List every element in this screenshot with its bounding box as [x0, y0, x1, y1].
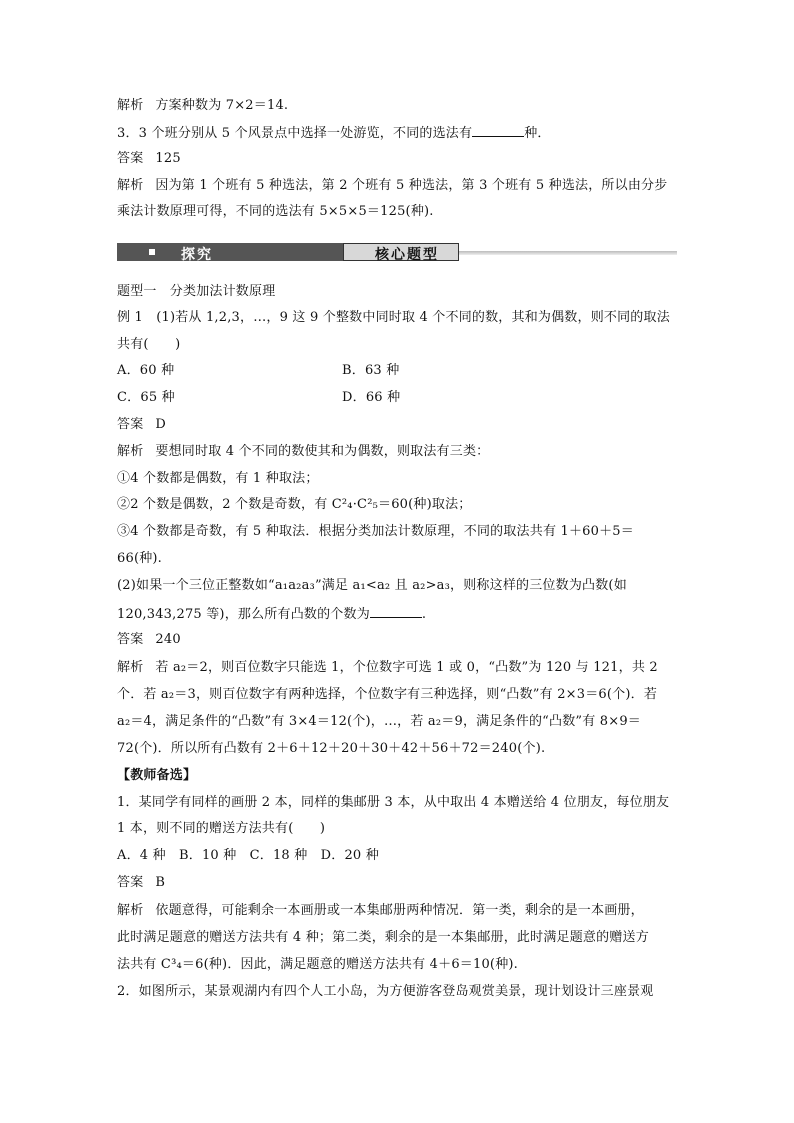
text-line: ③4 个数都是奇数，有 5 种取法．根据分类加法计数原理，不同的取法共有 1＋60＋5＝ [117, 524, 634, 539]
option-c: C．65 种 [117, 390, 175, 405]
answer-blank [472, 124, 524, 137]
analysis-label: 解析 [117, 660, 144, 675]
banner-square-icon [149, 249, 155, 255]
text-line: 个．若 a₂＝3，则百位数字有两种选择，个位数字有三种选择，则“凸数”有 2×3＝6(个)．若 [117, 687, 658, 702]
question-line [117, 605, 426, 623]
answer-line [117, 632, 181, 648]
answer-text: B [155, 875, 166, 890]
banner-rule [459, 251, 677, 255]
text-line: 此时满足题意的赠送方法共有 4 种；第二类，剩余的是一本集邮册，此时满足题意的赠送方 [117, 930, 649, 945]
analysis-label: 解析 [117, 903, 144, 918]
analysis-line [117, 903, 644, 919]
section-heading: 题型一 分类加法计数原理 [117, 284, 276, 299]
section-banner [117, 243, 677, 263]
options-row [117, 390, 175, 406]
text-line: 乘法计数原理可得，不同的选法有 5×5×5＝125(种). [117, 204, 434, 219]
option-b: B．63 种 [342, 363, 400, 378]
options-row: A．4 种 B．10 种 C．18 种 D．20 种 [117, 848, 379, 863]
banner-subtitle: 核心题型 [375, 247, 439, 263]
analysis-text: 方案种数为 7×2＝14. [155, 98, 289, 113]
question-text: 3．3 个班分别从 5 个风景点中选择一处游览，不同的选法有 [117, 126, 473, 141]
analysis-label: 解析 [117, 444, 144, 459]
text-line: 1 本，则不同的赠送方法共有( ) [117, 821, 326, 836]
text-line: 1．某同学有同样的画册 2 本，同样的集邮册 3 本，从中取出 4 本赠送给 4 位朋友，每位朋友 [117, 795, 670, 810]
banner-title: 探究 [181, 247, 213, 263]
text-line: a₂＝4，满足条件的“凸数”有 3×4＝12(个)，…，若 a₂＝9，满足条件的“凸数”有 8×9＝ [117, 714, 642, 729]
text-line: (2)如果一个三位正整数如“a₁a₂a₃”满足 a₁<a₂ 且 a₂>a₃，则称这样的三位数为凸数(如 [117, 578, 627, 593]
text-line: 法共有 C³₄＝6(种)．因此，满足题意的赠送方法共有 4＋6＝10(种). [117, 957, 519, 972]
text-line: 72(个)．所以所有凸数有 2＋6＋12＋20＋30＋42＋56＋72＝240(个). [117, 741, 546, 756]
answer-text: D [155, 417, 167, 432]
question-text-end: . [421, 607, 427, 622]
answer-line [117, 151, 181, 167]
analysis-label: 解析 [117, 98, 144, 113]
text-line: ②2 个数是偶数，2 个数是奇数，有 C²₄·C²₅＝60(种)取法； [117, 497, 472, 512]
options-row [117, 363, 174, 379]
question-text: 120,343,275 等)，那么所有凸数的个数为 [117, 607, 370, 622]
analysis-line [117, 444, 489, 460]
options-row-right [342, 363, 399, 379]
text-line: 66(种). [117, 551, 163, 566]
text-line: 2．如图所示，某景观湖内有四个人工小岛，为方便游客登岛观赏美景，现计划设计三座景观 [117, 984, 654, 999]
analysis-text: 要想同时取 4 个不同的数使其和为偶数，则取法有三类： [155, 444, 490, 459]
analysis-line [117, 98, 288, 114]
example-1-line: 例 1 (1)若从 1,2,3，…，9 这 9 个整数中同时取 4 个不同的数，其和为偶数，则不同的取法 [117, 310, 670, 325]
analysis-line [117, 660, 658, 676]
option-d: D．66 种 [342, 390, 401, 405]
answer-line [117, 417, 166, 433]
analysis-text: 因为第 1 个班有 5 种选法，第 2 个班有 5 种选法，第 3 个班有 5 种选法，所以由分步 [155, 178, 668, 193]
option-a: A．60 种 [117, 363, 175, 378]
question-3 [117, 124, 551, 142]
analysis-text: 依题意得，可能剩余一本画册或一本集邮册两种情况．第一类，剩余的是一本画册， [155, 903, 644, 918]
answer-line [117, 875, 165, 891]
answer-label: 答案 [117, 632, 144, 647]
answer-text: 240 [155, 632, 181, 647]
text-line: 共有( ) [117, 337, 181, 352]
analysis-line [117, 178, 667, 194]
answer-text: 125 [155, 151, 181, 166]
options-row-right [342, 390, 400, 406]
text-line: ①4 个数都是偶数，有 1 种取法； [117, 471, 319, 486]
teacher-backup-heading: 【教师备选】 [117, 768, 197, 783]
analysis-text: 若 a₂＝2，则百位数字只能选 1，个位数字可选 1 或 0，“凸数”为 120 与 121，共 2 [155, 660, 658, 675]
analysis-label: 解析 [117, 178, 144, 193]
answer-label: 答案 [117, 151, 144, 166]
question-text-end: 种． [524, 126, 551, 141]
answer-blank [370, 605, 422, 618]
answer-label: 答案 [117, 417, 144, 432]
answer-label: 答案 [117, 875, 144, 890]
